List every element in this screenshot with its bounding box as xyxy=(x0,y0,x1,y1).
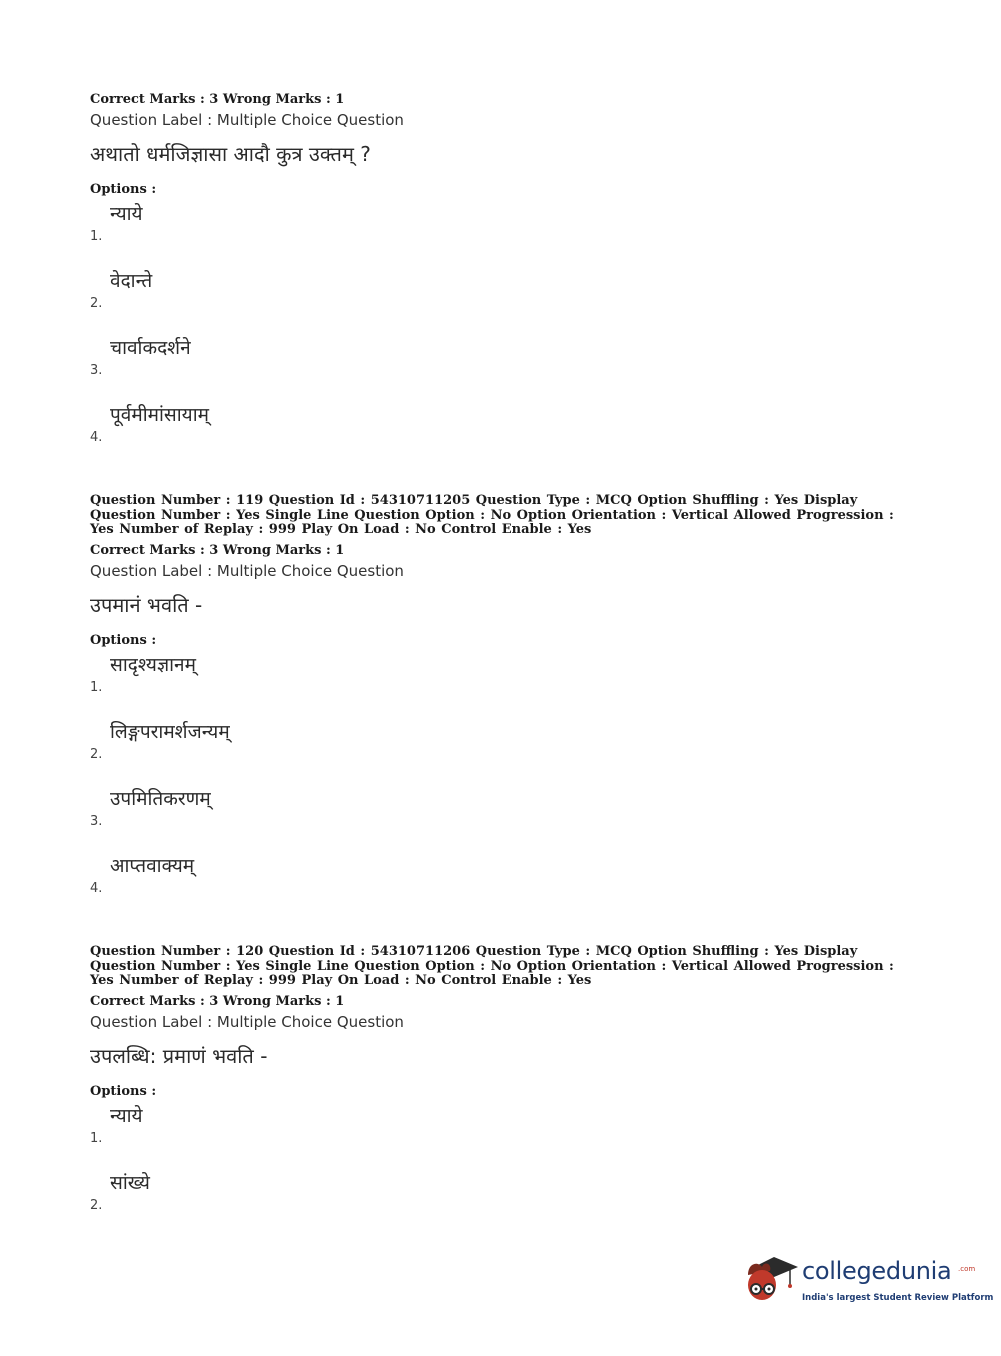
option-item xyxy=(90,200,490,244)
option-text: पूर्वमीमांसायाम् xyxy=(110,404,209,426)
option-text: सांख्ये xyxy=(110,1172,150,1194)
option-text: न्याये xyxy=(110,203,143,225)
option-text: सादृश्यज्ञानम् xyxy=(110,654,196,676)
marks-line: Correct Marks : 3 Wrong Marks : 1 xyxy=(90,994,345,1009)
option-text: न्याये xyxy=(110,1105,143,1127)
mascot-icon xyxy=(740,1245,802,1307)
option-text: उपमितिकरणम् xyxy=(110,788,211,810)
option-item xyxy=(90,267,490,311)
option-number: 3. xyxy=(90,363,103,378)
option-number: 2. xyxy=(90,1198,103,1213)
option-item xyxy=(90,1102,490,1146)
question-text: उपमानं भवति - xyxy=(90,593,203,617)
option-number: 3. xyxy=(90,814,103,829)
options-heading: Options : xyxy=(90,1084,157,1099)
question-label: Question Label : Multiple Choice Question xyxy=(90,111,404,129)
option-number: 4. xyxy=(90,430,103,445)
marks-line: Correct Marks : 3 Wrong Marks : 1 xyxy=(90,92,345,107)
question-label: Question Label : Multiple Choice Question xyxy=(90,1013,404,1031)
brand-domain-suffix: .com xyxy=(958,1265,976,1273)
options-heading: Options : xyxy=(90,633,157,648)
collegedunia-logo xyxy=(740,1245,994,1315)
option-number: 4. xyxy=(90,881,103,896)
option-item xyxy=(90,651,490,695)
option-text: चार्वाकदर्शने xyxy=(110,337,191,359)
brand-name: collegedunia xyxy=(802,1257,952,1285)
question-meta: Question Number : 119 Question Id : 54310711205 Question Type : MCQ Option Shuffling : Yes Display Question Number : Yes Single Line Question Option : No Option Orientation : Vertical Allowed Progression : Yes Number of Replay : 999 Play On Load : No Control Enable : Yes xyxy=(90,493,894,537)
option-item xyxy=(90,1169,490,1213)
question-meta: Question Number : 120 Question Id : 54310711206 Question Type : MCQ Option Shuffling : Yes Display Question Number : Yes Single Line Question Option : No Option Orientation : Vertical Allowed Progression : Yes Number of Replay : 999 Play On Load : No Control Enable : Yes xyxy=(90,944,894,988)
question-label: Question Label : Multiple Choice Question xyxy=(90,562,404,580)
option-text: आप्तवाक्यम् xyxy=(110,855,195,877)
brand-tagline: India's largest Student Review Platform xyxy=(802,1293,994,1303)
question-text: उपलब्धि: प्रमाणं भवति - xyxy=(90,1044,268,1068)
option-text: लिङ्गपरामर्शजन्यम् xyxy=(110,721,230,743)
option-item xyxy=(90,785,490,829)
option-item xyxy=(90,334,490,378)
option-item xyxy=(90,852,490,896)
option-item xyxy=(90,718,490,762)
option-number: 1. xyxy=(90,1131,103,1146)
option-number: 1. xyxy=(90,680,103,695)
option-number: 2. xyxy=(90,747,103,762)
option-item xyxy=(90,401,490,445)
options-heading: Options : xyxy=(90,182,157,197)
option-number: 1. xyxy=(90,229,103,244)
marks-line: Correct Marks : 3 Wrong Marks : 1 xyxy=(90,543,345,558)
question-text: अथातो धर्मजिज्ञासा आदौ कुत्र उक्तम् ? xyxy=(90,142,371,166)
option-text: वेदान्ते xyxy=(110,270,153,292)
option-number: 2. xyxy=(90,296,103,311)
